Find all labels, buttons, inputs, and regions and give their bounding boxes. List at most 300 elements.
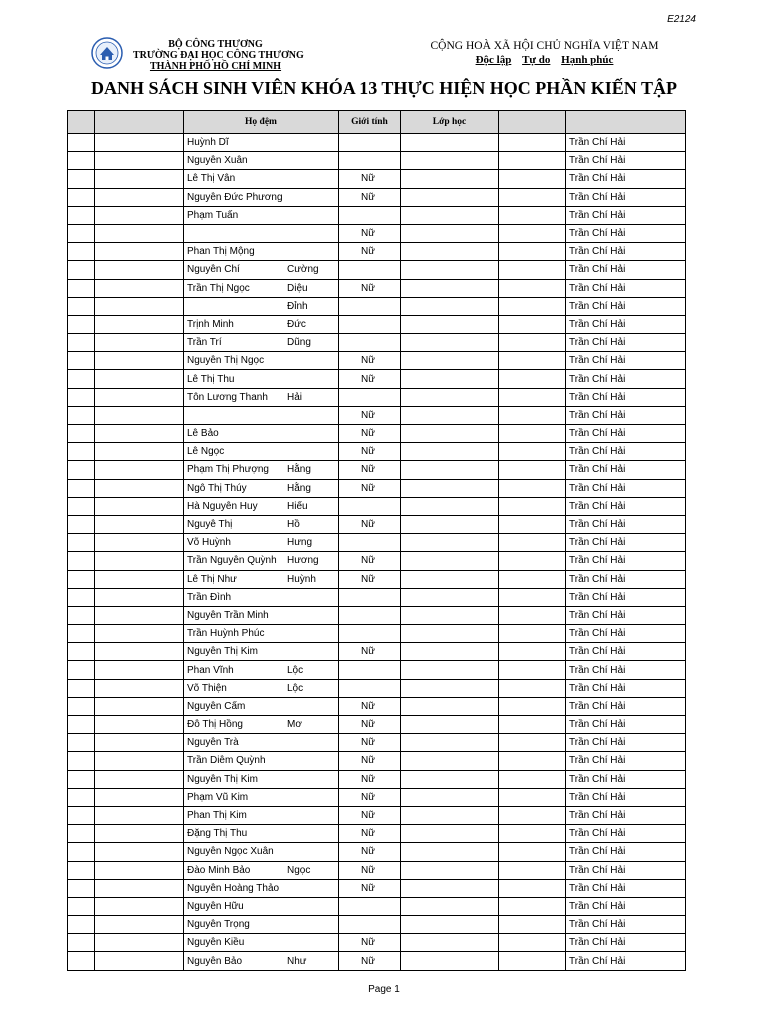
cell-giang-vien: Trần Chí Hải [566, 388, 686, 406]
cell-stt [68, 643, 95, 661]
cell-gioi-tinh: Nữ [339, 352, 401, 370]
cell-gioi-tinh: Nữ [339, 425, 401, 443]
header-mssv [95, 111, 184, 134]
cell-ho-dem [184, 806, 339, 824]
cell-ho [187, 301, 287, 312]
cell-ho-dem [184, 534, 339, 552]
cell-giang-vien: Trần Chí Hải [566, 679, 686, 697]
cell-stt [68, 843, 95, 861]
cell-lop-hoc [401, 679, 499, 697]
cell-stt [68, 461, 95, 479]
cell-stt [68, 206, 95, 224]
cell-gioi-tinh [339, 606, 401, 624]
cell-lop-hoc [401, 625, 499, 643]
cell-stt [68, 479, 95, 497]
cell-mssv [95, 352, 184, 370]
cell-lop-hoc [401, 134, 499, 152]
cell-mssv [95, 734, 184, 752]
page-number: Page 1 [368, 984, 400, 995]
cell-stt [68, 261, 95, 279]
cell-lop-hoc [401, 534, 499, 552]
cell-ho: Trần Thị Ngọc [187, 282, 250, 294]
cell-mssv [95, 297, 184, 315]
cell-stt [68, 497, 95, 515]
cell-lop-hoc [401, 934, 499, 952]
cell-lop-hoc [401, 406, 499, 424]
motto-2: Tự do [522, 54, 551, 66]
cell-giang-vien: Trần Chí Hải [566, 588, 686, 606]
cell-lop-hoc [401, 897, 499, 915]
cell-ho-dem [184, 552, 339, 570]
cell-ho: Ngô Thị Thúy [187, 482, 247, 494]
cell-mssv [95, 843, 184, 861]
cell-gioi-tinh: Nữ [339, 170, 401, 188]
cell-stt [68, 806, 95, 824]
cell-ho-dem [184, 643, 339, 661]
cell-giang-vien: Trần Chí Hải [566, 879, 686, 897]
cell-blank [499, 261, 566, 279]
cell-giang-vien: Trần Chí Hải [566, 916, 686, 934]
cell-ten: Hồ [287, 519, 300, 531]
table-row [68, 916, 686, 934]
cell-gioi-tinh: Nữ [339, 188, 401, 206]
cell-stt [68, 588, 95, 606]
cell-ho: Nguyễn Thị Kim [187, 773, 258, 785]
nation-header [412, 39, 677, 67]
cell-stt [68, 425, 95, 443]
table-row [68, 479, 686, 497]
table-row [68, 243, 686, 261]
cell-blank [499, 661, 566, 679]
table-row [68, 170, 686, 188]
cell-ten: Hiếu [287, 500, 308, 512]
cell-blank [499, 243, 566, 261]
table-row [68, 370, 686, 388]
cell-lop-hoc [401, 443, 499, 461]
cell-ho-dem [184, 443, 339, 461]
cell-ten: Như [287, 955, 307, 967]
table-row [68, 788, 686, 806]
cell-lop-hoc [401, 170, 499, 188]
cell-ho-dem [184, 188, 339, 206]
table-header-row [68, 111, 686, 134]
cell-ho-dem [184, 752, 339, 770]
cell-blank [499, 134, 566, 152]
cell-blank [499, 679, 566, 697]
cell-blank [499, 479, 566, 497]
header-gioi-tinh: Giới tính [339, 111, 401, 134]
cell-lop-hoc [401, 588, 499, 606]
table-row [68, 188, 686, 206]
table-row [68, 570, 686, 588]
cell-ho: Trần Trí [187, 337, 222, 349]
table-row [68, 461, 686, 479]
cell-blank [499, 806, 566, 824]
cell-blank [499, 425, 566, 443]
cell-blank [499, 697, 566, 715]
cell-mssv [95, 752, 184, 770]
cell-ho-dem [184, 352, 339, 370]
cell-ho: Nguyễn Trọng [187, 919, 250, 931]
cell-mssv [95, 643, 184, 661]
header-ho-dem: Họ đệm [184, 111, 339, 134]
cell-giang-vien: Trần Chí Hải [566, 425, 686, 443]
cell-gioi-tinh: Nữ [339, 479, 401, 497]
cell-gioi-tinh: Nữ [339, 934, 401, 952]
table-row [68, 206, 686, 224]
cell-stt [68, 152, 95, 170]
table-row [68, 661, 686, 679]
cell-stt [68, 279, 95, 297]
cell-gioi-tinh: Nữ [339, 552, 401, 570]
cell-ho-dem [184, 879, 339, 897]
table-row [68, 679, 686, 697]
cell-gioi-tinh [339, 134, 401, 152]
cell-blank [499, 843, 566, 861]
table-row [68, 734, 686, 752]
cell-blank [499, 825, 566, 843]
cell-giang-vien: Trần Chí Hải [566, 606, 686, 624]
cell-mssv [95, 279, 184, 297]
cell-stt [68, 552, 95, 570]
cell-stt [68, 134, 95, 152]
cell-stt [68, 697, 95, 715]
table-row [68, 952, 686, 970]
organization-header [133, 39, 304, 72]
table-row [68, 588, 686, 606]
cell-ho: Nguyễn Cẩm [187, 700, 246, 712]
org-city: THÀNH PHỐ HỒ CHÍ MINH [149, 61, 282, 72]
cell-blank [499, 224, 566, 242]
cell-giang-vien: Trần Chí Hải [566, 843, 686, 861]
cell-ho: Phan Thị Kim [187, 810, 247, 822]
cell-ho: Đỗ Thị Hồng [187, 719, 243, 731]
cell-ho: Trần Nguyễn Quỳnh [187, 555, 277, 567]
cell-ho: Nguyễn Thị Kim [187, 646, 258, 658]
cell-mssv [95, 934, 184, 952]
cell-blank [499, 861, 566, 879]
cell-blank [499, 570, 566, 588]
cell-ho-dem [184, 625, 339, 643]
cell-mssv [95, 261, 184, 279]
cell-ho-dem [184, 134, 339, 152]
table-row [68, 297, 686, 315]
table-row [68, 752, 686, 770]
cell-stt [68, 352, 95, 370]
cell-gioi-tinh: Nữ [339, 279, 401, 297]
cell-ho-dem [184, 679, 339, 697]
cell-mssv [95, 334, 184, 352]
cell-giang-vien: Trần Chí Hải [566, 806, 686, 824]
cell-stt [68, 243, 95, 261]
cell-ten: Hằng [287, 464, 311, 476]
cell-stt [68, 570, 95, 588]
cell-mssv [95, 770, 184, 788]
cell-mssv [95, 461, 184, 479]
cell-giang-vien: Trần Chí Hải [566, 443, 686, 461]
cell-mssv [95, 315, 184, 333]
cell-lop-hoc [401, 806, 499, 824]
cell-lop-hoc [401, 279, 499, 297]
cell-gioi-tinh: Nữ [339, 752, 401, 770]
cell-blank [499, 206, 566, 224]
cell-stt [68, 788, 95, 806]
cell-stt [68, 897, 95, 915]
cell-giang-vien: Trần Chí Hải [566, 243, 686, 261]
cell-ho-dem [184, 152, 339, 170]
cell-mssv [95, 443, 184, 461]
cell-giang-vien: Trần Chí Hải [566, 224, 686, 242]
table-row [68, 879, 686, 897]
cell-gioi-tinh: Nữ [339, 443, 401, 461]
cell-gioi-tinh [339, 497, 401, 515]
cell-lop-hoc [401, 388, 499, 406]
cell-mssv [95, 861, 184, 879]
cell-ho: Nguyễn Thị Ngọc [187, 355, 265, 367]
table-row [68, 897, 686, 915]
cell-ho-dem [184, 206, 339, 224]
cell-blank [499, 461, 566, 479]
cell-blank [499, 388, 566, 406]
cell-giang-vien: Trần Chí Hải [566, 406, 686, 424]
cell-gioi-tinh [339, 625, 401, 643]
cell-blank [499, 879, 566, 897]
cell-giang-vien: Trần Chí Hải [566, 625, 686, 643]
cell-stt [68, 752, 95, 770]
cell-lop-hoc [401, 152, 499, 170]
cell-ho-dem [184, 406, 339, 424]
cell-ten: Huỳnh [287, 573, 316, 585]
cell-ho: Nguyễn Xuân [187, 155, 248, 167]
cell-ho: Nguyễn Trần Minh [187, 609, 269, 621]
cell-mssv [95, 825, 184, 843]
cell-lop-hoc [401, 952, 499, 970]
cell-gioi-tinh: Nữ [339, 716, 401, 734]
cell-ten: Hương [287, 555, 319, 567]
nation-name: CỘNG HOÀ XÃ HỘI CHỦ NGHĨA VIỆT NAM [430, 40, 659, 52]
cell-ho-dem [184, 224, 339, 242]
cell-ho-dem [184, 261, 339, 279]
cell-blank [499, 625, 566, 643]
cell-lop-hoc [401, 315, 499, 333]
table-row [68, 261, 686, 279]
cell-stt [68, 406, 95, 424]
cell-ho: Nguyễn Hoàng Thảo [187, 882, 280, 894]
cell-ho-dem [184, 170, 339, 188]
cell-lop-hoc [401, 370, 499, 388]
cell-gioi-tinh: Nữ [339, 843, 401, 861]
cell-blank [499, 515, 566, 533]
cell-giang-vien: Trần Chí Hải [566, 570, 686, 588]
cell-ho-dem [184, 570, 339, 588]
cell-giang-vien: Trần Chí Hải [566, 552, 686, 570]
cell-mssv [95, 788, 184, 806]
org-ministry: BỘ CÔNG THƯƠNG [168, 39, 263, 50]
cell-ho-dem [184, 697, 339, 715]
cell-stt [68, 388, 95, 406]
cell-blank [499, 916, 566, 934]
cell-blank [499, 788, 566, 806]
cell-stt [68, 606, 95, 624]
cell-mssv [95, 425, 184, 443]
cell-ho: Lê Ngọc [187, 446, 225, 458]
cell-blank [499, 279, 566, 297]
cell-blank [499, 897, 566, 915]
cell-gioi-tinh: Nữ [339, 806, 401, 824]
cell-gioi-tinh [339, 588, 401, 606]
cell-lop-hoc [401, 570, 499, 588]
table-row [68, 497, 686, 515]
cell-ho: Phan Vĩnh [187, 664, 234, 676]
table-row [68, 152, 686, 170]
cell-mssv [95, 479, 184, 497]
table-row [68, 825, 686, 843]
cell-ho-dem [184, 315, 339, 333]
cell-mssv [95, 406, 184, 424]
cell-mssv [95, 134, 184, 152]
cell-mssv [95, 916, 184, 934]
student-table [67, 110, 686, 971]
cell-ten: Lộc [287, 682, 304, 694]
cell-giang-vien: Trần Chí Hải [566, 643, 686, 661]
cell-gioi-tinh: Nữ [339, 697, 401, 715]
cell-giang-vien: Trần Chí Hải [566, 206, 686, 224]
cell-ho: Nguyễn Trà [187, 737, 239, 749]
cell-lop-hoc [401, 461, 499, 479]
cell-gioi-tinh: Nữ [339, 515, 401, 533]
university-logo-icon [91, 37, 123, 69]
cell-gioi-tinh [339, 297, 401, 315]
cell-giang-vien: Trần Chí Hải [566, 370, 686, 388]
cell-ho: Trịnh Minh [187, 318, 234, 330]
table-row [68, 388, 686, 406]
cell-mssv [95, 188, 184, 206]
cell-ho: Nguyễn Đức Phương [187, 191, 283, 203]
cell-stt [68, 625, 95, 643]
cell-gioi-tinh: Nữ [339, 788, 401, 806]
nation-motto [412, 53, 677, 67]
cell-giang-vien: Trần Chí Hải [566, 752, 686, 770]
cell-ho: Võ Huỳnh [187, 537, 231, 549]
cell-lop-hoc [401, 734, 499, 752]
cell-stt [68, 952, 95, 970]
cell-giang-vien: Trần Chí Hải [566, 734, 686, 752]
header-stt [68, 111, 95, 134]
cell-ho-dem [184, 279, 339, 297]
cell-lop-hoc [401, 788, 499, 806]
cell-gioi-tinh: Nữ [339, 370, 401, 388]
cell-mssv [95, 806, 184, 824]
cell-gioi-tinh [339, 534, 401, 552]
cell-ten: Diệu [287, 282, 308, 294]
table-row [68, 352, 686, 370]
table-row [68, 443, 686, 461]
cell-lop-hoc [401, 825, 499, 843]
cell-giang-vien: Trần Chí Hải [566, 170, 686, 188]
cell-giang-vien: Trần Chí Hải [566, 134, 686, 152]
cell-ho: Trần Huỳnh Phúc [187, 628, 265, 640]
cell-ten: Đỉnh [287, 300, 308, 312]
cell-giang-vien: Trần Chí Hải [566, 188, 686, 206]
cell-stt [68, 224, 95, 242]
cell-ho-dem [184, 661, 339, 679]
cell-giang-vien: Trần Chí Hải [566, 825, 686, 843]
cell-gioi-tinh [339, 897, 401, 915]
cell-mssv [95, 952, 184, 970]
cell-mssv [95, 625, 184, 643]
cell-mssv [95, 679, 184, 697]
cell-lop-hoc [401, 261, 499, 279]
document-title: DANH SÁCH SINH VIÊN KHÓA 13 THỰC HIỆN HỌC PHẦN KIẾN TẬP [91, 78, 677, 98]
cell-blank [499, 770, 566, 788]
cell-ho: Trần Đình [187, 591, 232, 603]
cell-ten: Hưng [287, 537, 313, 549]
cell-ten: Cường [287, 264, 319, 276]
cell-lop-hoc [401, 352, 499, 370]
table-row [68, 606, 686, 624]
cell-giang-vien: Trần Chí Hải [566, 315, 686, 333]
cell-gioi-tinh: Nữ [339, 734, 401, 752]
cell-lop-hoc [401, 606, 499, 624]
cell-stt [68, 934, 95, 952]
table-row [68, 134, 686, 152]
cell-lop-hoc [401, 843, 499, 861]
cell-mssv [95, 897, 184, 915]
cell-ten: Ngọc [287, 864, 311, 876]
cell-lop-hoc [401, 879, 499, 897]
cell-giang-vien: Trần Chí Hải [566, 534, 686, 552]
cell-ho: Đặng Thị Thu [187, 828, 248, 840]
cell-blank [499, 352, 566, 370]
cell-blank [499, 497, 566, 515]
cell-giang-vien: Trần Chí Hải [566, 697, 686, 715]
cell-gioi-tinh: Nữ [339, 643, 401, 661]
cell-ho-dem [184, 861, 339, 879]
cell-gioi-tinh [339, 152, 401, 170]
cell-blank [499, 952, 566, 970]
cell-gioi-tinh: Nữ [339, 570, 401, 588]
cell-stt [68, 879, 95, 897]
cell-stt [68, 515, 95, 533]
cell-giang-vien: Trần Chí Hải [566, 334, 686, 352]
cell-ho-dem [184, 825, 339, 843]
motto-1: Độc lập [475, 54, 512, 66]
cell-giang-vien: Trần Chí Hải [566, 497, 686, 515]
cell-stt [68, 334, 95, 352]
cell-lop-hoc [401, 497, 499, 515]
cell-ho-dem [184, 461, 339, 479]
cell-giang-vien: Trần Chí Hải [566, 716, 686, 734]
cell-blank [499, 370, 566, 388]
cell-stt [68, 861, 95, 879]
cell-mssv [95, 879, 184, 897]
cell-ho-dem [184, 734, 339, 752]
cell-mssv [95, 515, 184, 533]
cell-mssv [95, 206, 184, 224]
cell-ho: Lê Thị Như [187, 573, 237, 585]
cell-stt [68, 679, 95, 697]
cell-blank [499, 152, 566, 170]
cell-gioi-tinh [339, 206, 401, 224]
cell-ho: Nguyễn Chí [187, 264, 240, 276]
cell-ho: Phạm Tuấn [187, 209, 239, 221]
cell-blank [499, 406, 566, 424]
cell-mssv [95, 243, 184, 261]
cell-mssv [95, 570, 184, 588]
cell-stt [68, 170, 95, 188]
cell-gioi-tinh [339, 334, 401, 352]
cell-giang-vien: Trần Chí Hải [566, 661, 686, 679]
